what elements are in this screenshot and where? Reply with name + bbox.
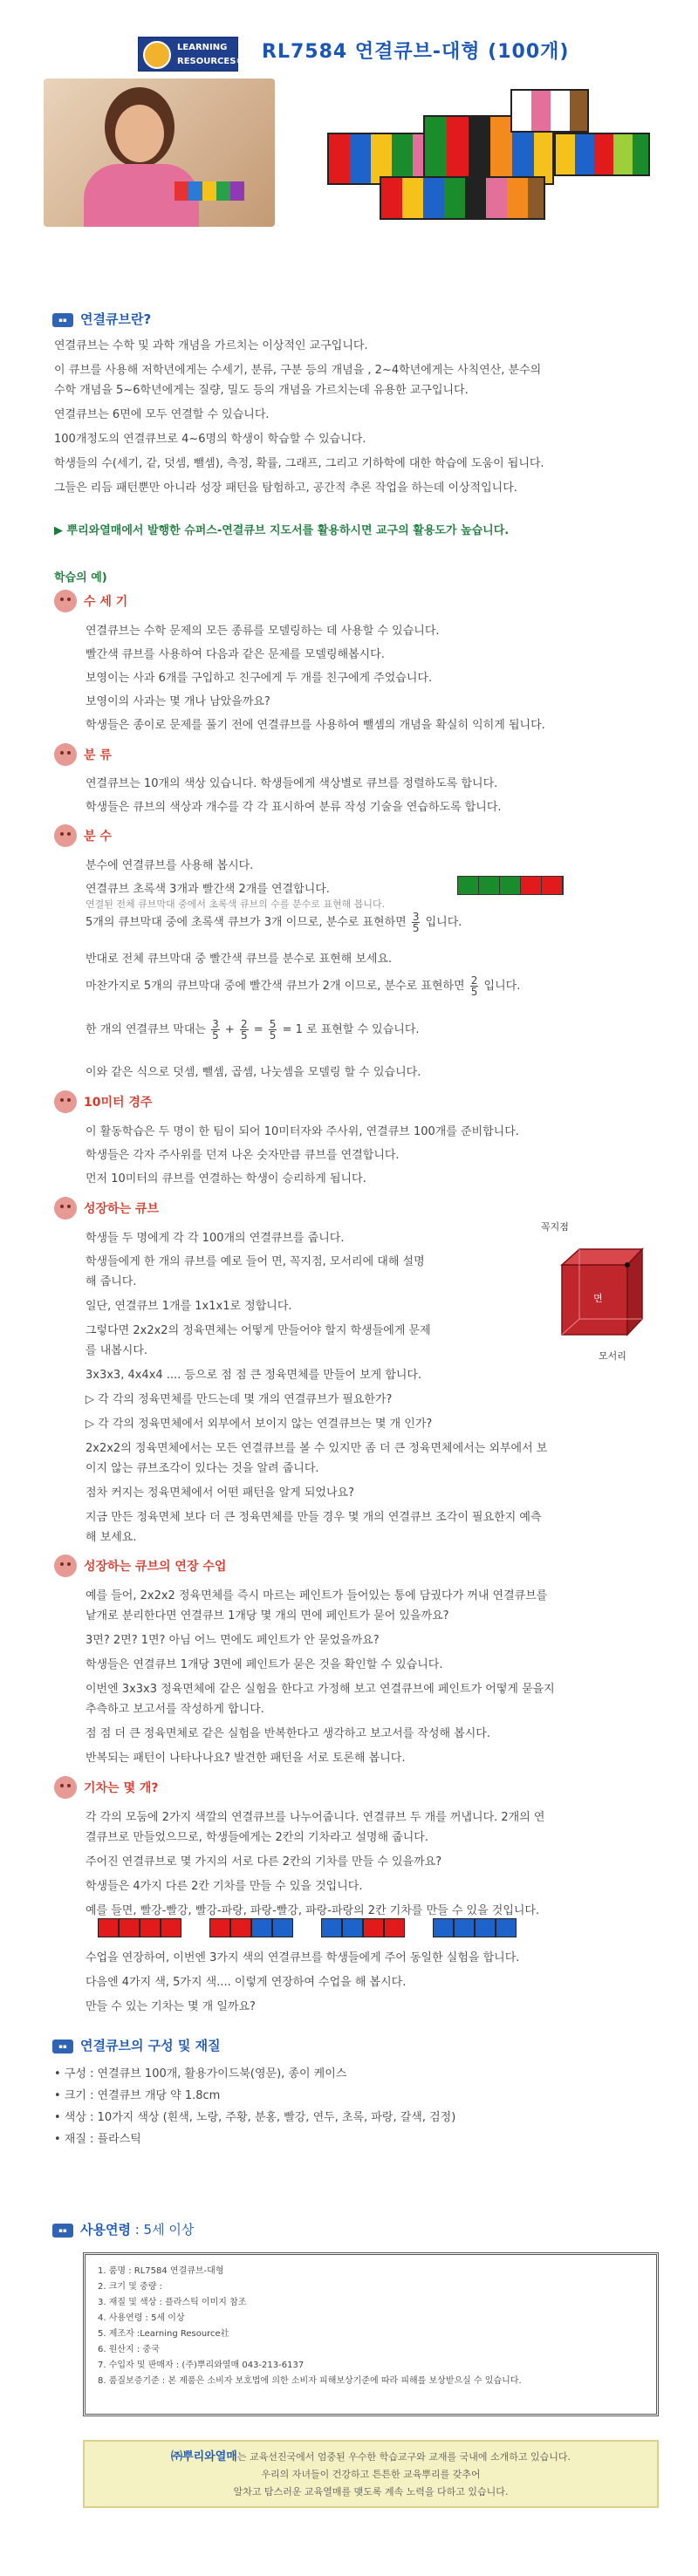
extension-line: 낱개로 분리한다면 연결큐브 1개당 몇 개의 면에 페인트가 묻어 있을까요?	[86, 1609, 449, 1623]
trains-line: 만들 수 있는 기차는 몇 개 일까요?	[86, 2000, 256, 2013]
growing-line: 를 내봅시다.	[86, 1344, 148, 1357]
guidebook-note: ▶ 뿌리와열매에서 발행한 슈퍼스-연결큐브 지도서를 활용하시면 교구의 활용도가 높습니다.	[54, 524, 510, 537]
age-heading: ▪▪ 사용연령 : 5세 이상	[52, 2220, 194, 2238]
trains-line: 다음엔 4가지 색, 5가지 색.... 이렇게 연장하여 수업을 해 봅시다.	[86, 1976, 407, 1989]
growing-line: 일단, 연결큐브 1개를 1x1x1로 정합니다.	[86, 1300, 292, 1313]
trains-line: 예를 들면, 빨강-빨강, 빨강-파랑, 파랑-빨강, 파랑-파랑의 2칸 기차를 만들 수 있을 것입니다.	[86, 1904, 540, 1917]
edge-label: 모서리	[599, 1350, 626, 1362]
fraction-cube-bar	[457, 876, 564, 895]
sorting-line: 학생들은 큐브의 색상과 개수를 각 각 표시하여 분류 작성 기술을 연습하도록 합니다.	[86, 801, 502, 814]
activity-fractions-heading: 분 수	[54, 824, 112, 847]
growing-line: 그렇다면 2x2x2의 정육면체는 어떻게 만들어야 할지 학생들에게 문제	[86, 1324, 431, 1337]
vertex-label: 꼭지점	[541, 1221, 569, 1233]
fraction-cube	[458, 877, 479, 894]
fraction-cube	[500, 877, 521, 894]
train-cube	[272, 1918, 293, 1937]
cube-structure-photo	[292, 80, 659, 229]
face-icon	[54, 1090, 77, 1113]
train-cube	[209, 1918, 230, 1937]
train-cube	[363, 1918, 384, 1937]
activity-race-heading: 10미터 경주	[54, 1090, 152, 1113]
spec-line: 6. 원산지 : 중국	[98, 2345, 160, 2354]
fraction-line: 마찬가지로 5개의 큐브막대 중에 빨간색 큐브가 2개 이므로, 분수로 표현하면 $\frac{2}{5}$ 입니다.	[86, 974, 521, 998]
train-cube	[454, 1918, 475, 1937]
trains-line: 결큐브로 만들었으므로, 학생들에게는 2칸의 기차라고 설명해 줍니다.	[86, 1831, 428, 1844]
train-cube	[433, 1918, 454, 1937]
counting-line: 학생들은 종이로 문제를 풀기 전에 연결큐브를 사용하여 뺄셈의 개념을 확실히 익히게 됩니다.	[86, 719, 545, 732]
spec-line: 3. 재질 및 색상 : 플라스틱 이미지 참조	[98, 2298, 247, 2307]
train-cube	[140, 1918, 161, 1937]
growing-line: 2x2x2의 정육면체에서는 모든 연결큐브를 볼 수 있지만 좀 더 큰 정육면체에서는 외부에서 보	[86, 1442, 548, 1455]
fraction-line: 5개의 큐브막대 중에 초록색 큐브가 3개 이므로, 분수로 표현하면 $\frac{3}{5}$ 입니다.	[86, 911, 462, 934]
activity-growing-heading: 성장하는 큐브	[54, 1197, 159, 1220]
fraction-line: 연결큐브 초록색 3개과 빨간색 2개를 연결합니다.	[86, 883, 330, 896]
growing-line: 지금 만든 정육면체 보다 더 큰 정육면체를 만들 경우 몇 개의 연결큐브 조각이 필요한지 예측	[86, 1511, 542, 1524]
train-cube	[342, 1918, 363, 1937]
counting-line: 보영이의 사과는 몇 개나 남았을까요?	[86, 695, 270, 708]
train-cube	[384, 1918, 405, 1937]
train-cube	[161, 1918, 181, 1937]
spec-line: 5. 제조자 :Learning Resource社	[98, 2329, 229, 2339]
intro-line: 그들은 리듬 패턴뿐만 아니라 성장 패턴을 탐험하고, 공간적 추론 작업을 하는데 이상적입니다.	[54, 482, 517, 495]
extension-line: 학생들은 연결큐브 1개당 3면에 페인트가 묻은 것을 확인할 수 있습니다.	[86, 1658, 443, 1671]
train-cube	[251, 1918, 272, 1937]
cube-row-3	[510, 89, 589, 133]
cube-row-5	[380, 176, 545, 220]
train-cube	[496, 1918, 517, 1937]
train-cube	[119, 1918, 140, 1937]
trains-line: 수업을 연장하여, 이번엔 3가지 색의 연결큐브를 학생들에게 주어 동일한 실험을 합니다.	[86, 1951, 520, 1964]
extension-line: 추측하고 보고서를 작성하게 합니다.	[86, 1703, 264, 1716]
fraction-equation: 한 개의 연결큐브 막대는 $\frac{3}{5}$ + $\frac{2}{5}$ = $\frac{5}{5}$ = 1 로 표현할 수 있습니다.	[86, 1018, 420, 1042]
face-icon	[54, 824, 77, 847]
cube-train-image	[174, 181, 244, 201]
composition-item: • 구성 : 연결큐브 100개, 활용가이드북(영문), 종이 케이스	[54, 2067, 347, 2081]
intro-line: 100개정도의 연결큐브로 4~6명의 학생이 학습할 수 있습니다.	[54, 433, 366, 446]
spec-line: 7. 수입자 및 판매자 : (주)뿌리와열매 043-213-6137	[98, 2361, 305, 2370]
extension-line: 3면? 2면? 1면? 아님 어느 면에도 페인트가 안 묻었을까요?	[86, 1634, 380, 1647]
train-cube	[98, 1918, 119, 1937]
fraction-line: 이와 같은 식으로 덧셈, 뺄셈, 곱셈, 나눗셈을 모델링 할 수 있습니다.	[86, 1066, 421, 1079]
fraction-two-fifths: $\frac{2}{5}$	[470, 974, 478, 998]
product-title: RL7584 연결큐브-대형 (100개)	[262, 41, 570, 63]
spec-line: 8. 품질보증기준 : 본 제품은 소비자 보호법에 의한 소비자 피해보상기준에 따라 피해를 보상받으실 수 있습니다.	[98, 2376, 522, 2386]
race-line: 먼저 10미터의 큐브를 연결하는 학생이 승리하게 됩니다.	[86, 1172, 366, 1186]
footer-line: 우리의 자녀들이 건강하고 튼튼한 교육뿌리를 갖추어	[261, 2469, 481, 2480]
race-line: 이 활동학습은 두 명이 한 팀이 되어 10미터자와 주사위, 연결큐브 100개를 준비합니다.	[86, 1125, 519, 1138]
growing-line: 학생들 두 명에게 각 각 100개의 연결큐브를 줍니다.	[86, 1232, 345, 1245]
activity-counting-heading: 수 세 기	[54, 590, 127, 612]
examples-label: 학습의 예)	[54, 571, 107, 584]
composition-item: • 색상 : 10가지 색상 (흰색, 노랑, 주황, 분홍, 빨강, 연두, 초록, 파랑, 갈색, 검정)	[54, 2111, 456, 2124]
train-cube	[321, 1918, 342, 1937]
cube-row-4	[554, 133, 650, 176]
globe-icon	[143, 41, 171, 69]
fraction-line: 연결된 전체 큐브막대 중에서 초록색 큐브의 수를 분수로 표현해 봅니다.	[86, 899, 386, 910]
intro-line: 연결큐브는 6면에 모두 연결할 수 있습니다.	[54, 408, 270, 421]
face-icon	[54, 1197, 77, 1220]
extension-line: 이번엔 3x3x3 정육면체에 같은 실험을 한다고 가정해 보고 연결큐브에 페인트가 어떻게 묻을지	[86, 1683, 555, 1696]
face-icon	[54, 1776, 77, 1799]
logo-line2: RESOURCES®	[177, 57, 245, 66]
face-icon	[54, 590, 77, 612]
counting-line: 빨간색 큐브를 사용하여 다음과 같은 문제를 모델링해봅시다.	[86, 648, 385, 661]
growing-line: 학생들에게 한 개의 큐브를 예로 들어 면, 꼭지점, 모서리에 대해 설명	[86, 1255, 425, 1268]
spec-line: 1. 품명 : RL7584 연결큐브-대형	[98, 2266, 224, 2276]
fraction-line: 분수에 연결큐브를 사용해 봅시다.	[86, 859, 254, 872]
footer-line: 알차고 탐스러운 교육열매를 맺도록 계속 노력을 다하고 있습니다.	[233, 2486, 509, 2497]
growing-line: 해 보세요.	[86, 1531, 137, 1544]
company-brand: ㈜뿌리와열매	[171, 2450, 237, 2463]
face-icon	[54, 1554, 77, 1577]
fraction-line: 반대로 전체 큐브막대 중 빨간색 큐브를 분수로 표현해 보세요.	[86, 953, 393, 966]
growing-line: 이지 않는 큐브조각이 있다는 것을 알려 줍니다.	[86, 1462, 319, 1475]
trains-line: 주어진 연결큐브로 몇 가지의 서로 다른 2칸의 기차를 만들 수 있을까요?	[86, 1855, 442, 1869]
spec-line: 4. 사용연령 : 5세 이상	[98, 2313, 185, 2323]
extension-line: 점 점 더 큰 정육면체로 같은 실험을 반복한다고 생각하고 보고서를 작성해 봅시다.	[86, 1727, 491, 1740]
fraction-cube	[521, 877, 542, 894]
sorting-line: 연결큐브는 10개의 색상 있습니다. 학생들에게 색상별로 큐브를 정렬하도록 합니다.	[86, 777, 498, 790]
intro-line: 학생들의 수(세기, 같, 덧셈, 뺄셈), 측정, 확률, 그래프, 그리고 기하학에 대한 학습에 도움이 됩니다.	[54, 457, 544, 470]
intro-heading: ▪▪ 연결큐브란?	[52, 310, 151, 328]
face-icon	[54, 743, 77, 766]
face-label: 면	[593, 1293, 603, 1304]
fraction-three-fifths: $\frac{3}{5}$	[412, 911, 420, 934]
trains-line: 학생들은 4가지 다른 2칸 기차를 만들 수 있을 것입니다.	[86, 1880, 363, 1893]
section-tag-icon: ▪▪	[52, 2040, 73, 2053]
fraction-cube	[479, 877, 500, 894]
company-footer: ㈜뿌리와열매는 교육선진국에서 엄중된 우수한 학습교구와 교재를 국내에 소개하고 있습니다. 우리의 자녀들이 건강하고 튼튼한 교육뿌리를 갖추어 알차고 탐스러운 교육열매를 맺도록 계속 노력을 다하고 있습니다.	[83, 2440, 659, 2508]
growing-line: ▷ 각 각의 정육면체에서 외부에서 보이지 않는 연결큐브는 몇 개 인가?	[86, 1418, 433, 1431]
activity-sorting-heading: 분 류	[54, 743, 112, 766]
product-header	[0, 26, 698, 70]
spec-line: 2. 크기 및 중량 :	[98, 2282, 162, 2292]
section-tag-icon: ▪▪	[52, 2224, 73, 2238]
activity-trains-heading: 기차는 몇 개?	[54, 1776, 159, 1799]
growing-line: 해 줍니다.	[86, 1275, 137, 1288]
section-tag-icon: ▪▪	[52, 313, 73, 327]
logo-line1: LEARNING	[177, 43, 228, 52]
race-line: 학생들은 각자 주사위를 던져 나온 숫자만큼 큐브를 연결합니다.	[86, 1149, 400, 1162]
intro-line: 이 큐브를 사용해 저학년에게는 수세기, 분류, 구분 등의 개념을 , 2~4학년에게는 사칙연산, 분수의	[54, 364, 542, 377]
growing-line: ▷ 각 각의 정육면체를 만드는데 몇 개의 연결큐브가 필요한가?	[86, 1393, 393, 1406]
train-cube	[475, 1918, 496, 1937]
growing-line: 점차 커지는 정육면체에서 어떤 패턴을 알게 되었나요?	[86, 1486, 354, 1500]
fraction-cube	[542, 877, 563, 894]
activity-extension-heading: 성장하는 큐브의 연장 수업	[54, 1554, 226, 1577]
intro-line: 수학 개념을 5~6학년에게는 질량, 밀도 등의 개념을 가르치는데 유용한 교구입니다.	[54, 384, 469, 397]
composition-heading: ▪▪ 연결큐브의 구성 및 재질	[52, 2036, 221, 2054]
trains-line: 각 각의 모둠에 2가지 색깔의 연결큐브를 나누어줍니다. 연결큐브 두 개를 꺼냅니다. 2개의 연	[86, 1811, 545, 1824]
brand-logo	[138, 37, 245, 72]
growing-line: 3x3x3, 4x4x4 .... 등으로 점 점 큰 정육면체를 만들어 보게 합니다.	[86, 1369, 422, 1382]
child-photo	[44, 79, 275, 227]
train-cube	[230, 1918, 251, 1937]
intro-line: 연결큐브는 수학 및 과학 개념을 가르치는 이상적인 교구입니다.	[54, 339, 368, 352]
child-face	[115, 105, 164, 162]
counting-line: 보영이는 사과 6개를 구입하고 친구에게 두 개를 친구에게 주었습니다.	[86, 672, 433, 685]
composition-item: • 재질 : 플라스틱	[54, 2133, 141, 2146]
counting-line: 연결큐브는 수학 문제의 모든 종류를 모델링하는 데 사용할 수 있습니다.	[86, 625, 440, 638]
extension-line: 예를 들어, 2x2x2 정육면체를 즉시 마르는 페인트가 들어있는 통에 담궜다가 꺼내 연결큐브를	[86, 1589, 548, 1602]
composition-item: • 크기 : 연결큐브 개당 약 1.8cm	[54, 2089, 221, 2102]
extension-line: 반복되는 패턴이 나타나나요? 발견한 패턴을 서로 토론해 봅니다.	[86, 1752, 406, 1765]
product-spec-box	[83, 2252, 659, 2416]
